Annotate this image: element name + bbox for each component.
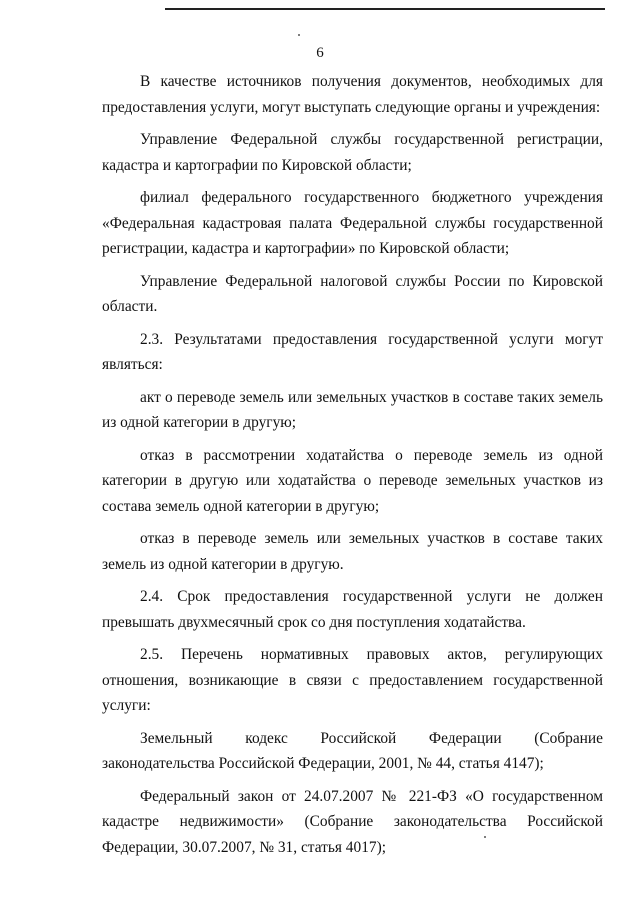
paragraph-tax-service: Управление Федеральной налоговой службы России по Кировской области. [102, 272, 603, 315]
page-number: 6 [316, 45, 324, 61]
document-body [102, 69, 603, 867]
paragraph-land-code: Земельный кодекс Российской Федерации (Собрание законодательства Российской Федерации, 2001, № 44, статья 4147); [102, 729, 603, 772]
paragraph-transfer-act: акт о переводе земель или земельных участков в составе таких земель из одной категории в другую; [102, 388, 603, 431]
paragraph-2-3-results: 2.3. Результатами предоставления государственной услуги могут являться: [102, 330, 603, 373]
top-rule [165, 8, 605, 10]
paragraph-refusal-transfer: отказ в переводе земель или земельных участков в составе таких земель из одной категории в другую. [102, 530, 603, 573]
scan-speck [484, 836, 486, 838]
paragraph-federal-law-221: Федеральный закон от 24.07.2007 № 221-ФЗ «О государственном кадастре недвижимости» (Собрание законодательства Российской Федерации, 30.07.2007, № 31, статья 4017); [102, 787, 603, 856]
paragraph-refusal-consideration: отказ в рассмотрении ходатайства о переводе земель из одной категории в другую или ходатайства о переводе земельных участков из состава земель одной категории в другую; [102, 446, 603, 515]
paragraph-sources-intro: В качестве источников получения документов, необходимых для предоставления услуги, могут выступать следующие органы и учреждения: [102, 73, 603, 116]
paragraph-2-5-legal-acts: 2.5. Перечень нормативных правовых актов, регулирующих отношения, возникающие в связи с предоставлением государственной услуги: [102, 646, 603, 714]
paragraph-cadastral-chamber: филиал федерального государственного бюджетного учреждения «Федеральная кадастровая палата Федеральной службы государственной регистрации, кадастра и картографии» по Кировской области; [102, 189, 603, 257]
scan-speck [298, 34, 300, 36]
paragraph-2-4-term: 2.4. Срок предоставления государственной услуги не должен превышать двухмесячный срок со дня поступления ходатайства. [102, 588, 603, 631]
paragraph-rosreestr: Управление Федеральной службы государственной регистрации, кадастра и картографии по Кировской области; [102, 131, 603, 174]
